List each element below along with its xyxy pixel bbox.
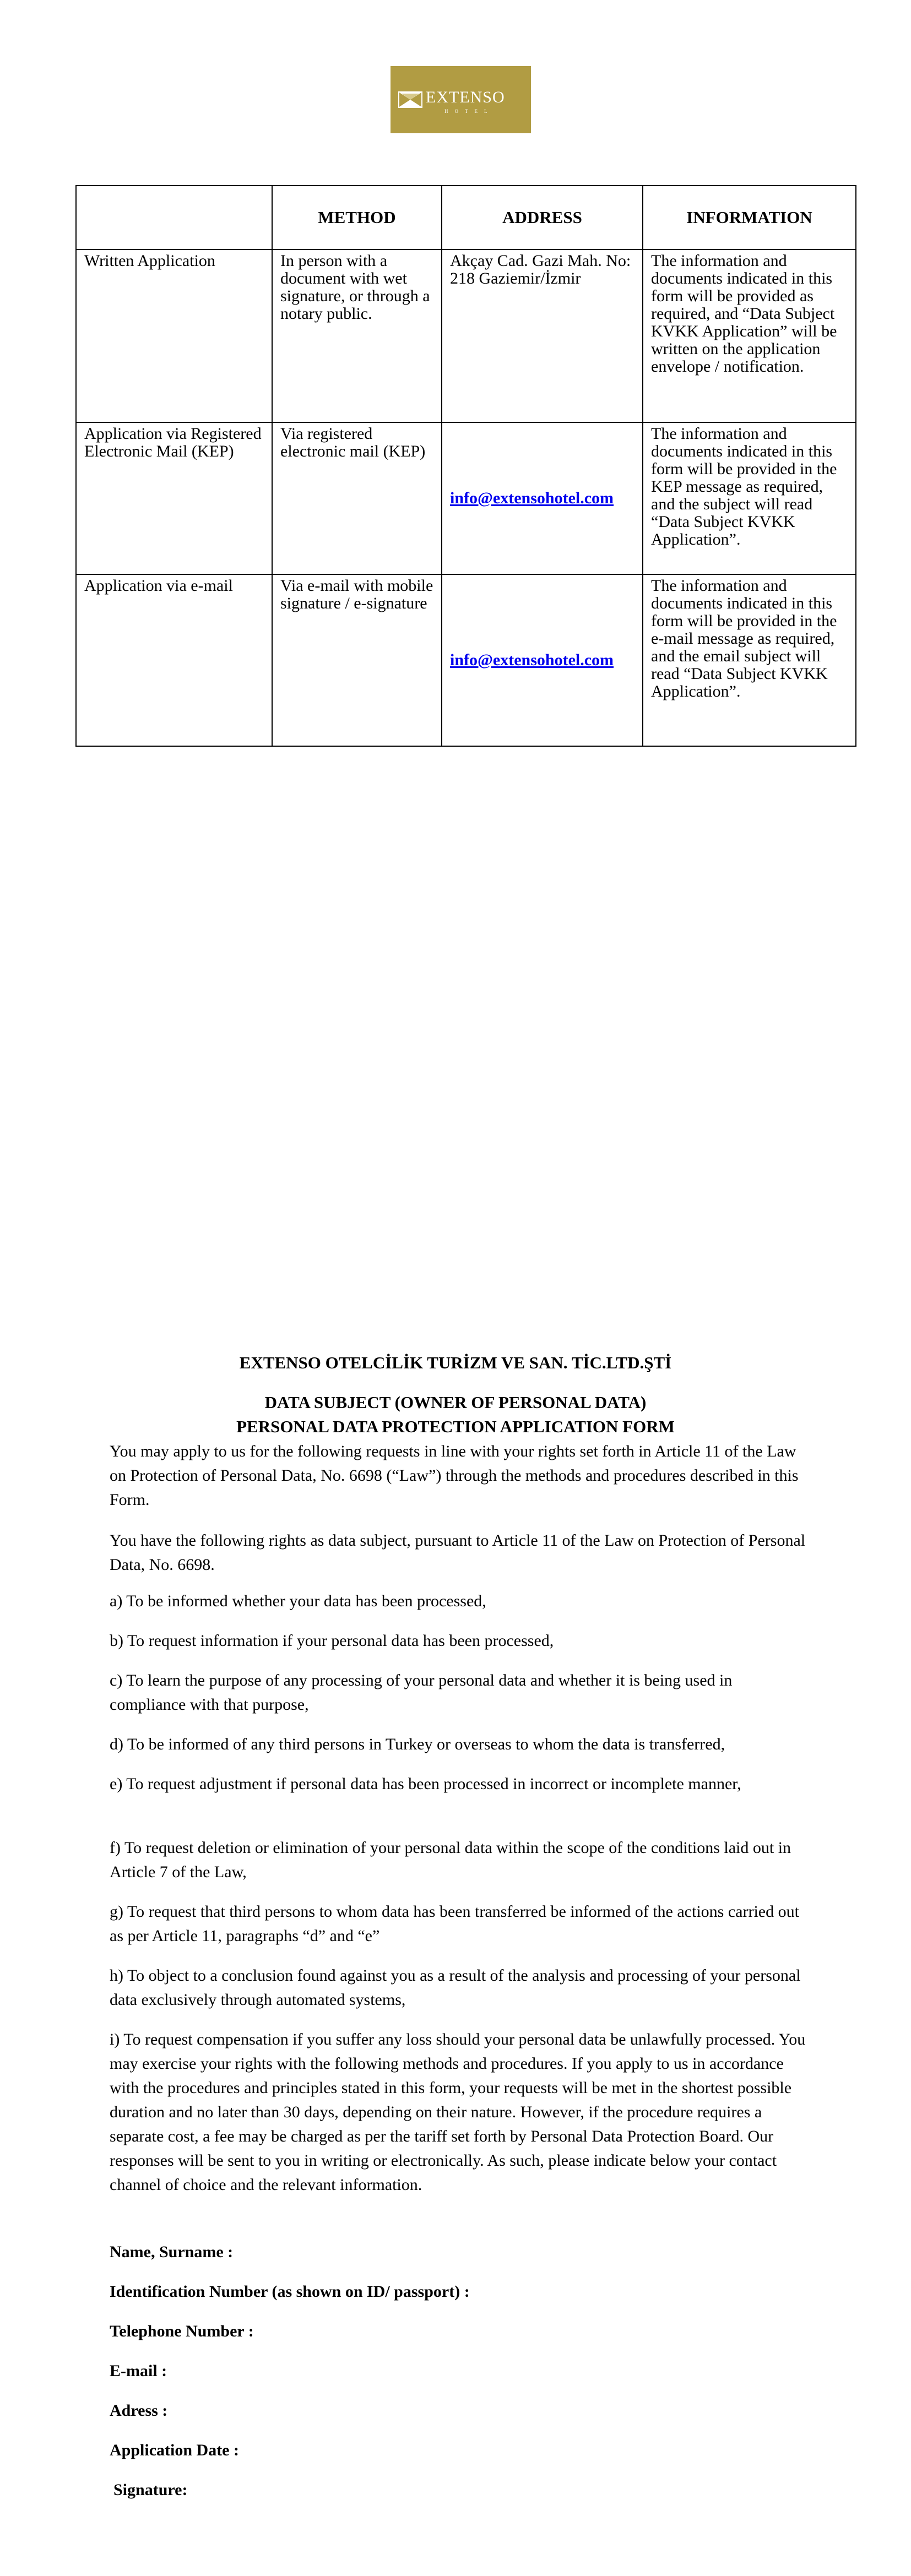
address-field: Adress : <box>110 2401 168 2420</box>
table-header-method: METHOD <box>272 186 442 249</box>
identification-number-field: Identification Number (as shown on ID/ passport) : <box>110 2282 470 2301</box>
right-item: d) To be informed of any third persons in Turkey or overseas to whom the data is transferred, <box>110 1735 725 1753</box>
table-cell-address: Akçay Cad. Gazi Mah. No: 218 Gaziemir/İzmir <box>442 249 643 422</box>
logo-brand-text: EXTENSO <box>426 88 505 106</box>
right-item: i) To request compensation if you suffer any loss should your personal data be unlawfully processed. You may exercise your rights with the following methods and procedures. If you apply to us in accordance with the procedures and principles stated in this form, your requests will be met in the shortest possible duration and no later than 30 days, depending on their nature. However, if the procedure requires a separate cost, a fee may be charged as per the tariff set forth by Personal Data Protection Board. Our responses will be sent to you in writing or electronically. As such, please indicate below your contact channel of choice and the relevant information. <box>110 2030 806 2194</box>
table-cell-type: Written Application <box>76 249 272 422</box>
application-date-field: Application Date : <box>110 2441 239 2459</box>
right-item: f) To request deletion or elimination of your personal data within the scope of the conditions laid out in Article 7 of the Law, <box>110 1839 791 1881</box>
table-cell-method: In person with a document with wet signature, or through a notary public. <box>272 249 442 422</box>
table-cell-address <box>442 574 643 746</box>
logo-mark-icon <box>398 91 422 108</box>
table-cell-type: Application via Registered Electronic Mail (KEP) <box>76 422 272 574</box>
application-methods-table <box>75 185 856 747</box>
table-header-cell <box>76 186 272 249</box>
right-item: g) To request that third persons to whom data has been transferred be informed of the actions carried out as per Article 11, paragraphs “d” and “e” <box>110 1903 799 1945</box>
telephone-number-field: Telephone Number : <box>110 2322 254 2340</box>
company-name: EXTENSO OTELCİLİK TURİZM VE SAN. TİC.LTD.ŞTİ <box>239 1353 672 1372</box>
right-item: h) To object to a conclusion found against you as a result of the analysis and processing of your personal data exclusively through automated systems, <box>110 1966 801 2009</box>
email-link[interactable]: info@extensohotel.com <box>450 651 614 669</box>
table-cell-type: Application via e-mail <box>76 574 272 746</box>
table-cell-information: The information and documents indicated in this form will be provided in the e-mail message as required, and the email subject will read “Data Subject KVKK Application”. <box>643 574 856 746</box>
right-item: e) To request adjustment if personal data has been processed in incorrect or incomplete manner, <box>110 1775 741 1793</box>
intro-paragraph: You may apply to us for the following requests in line with your rights set forth in Article 11 of the Law on Protection of Personal Data, No. 6698 (“Law”) through the methods and procedures described in this Form. <box>110 1442 799 1509</box>
table-cell-address <box>442 422 643 574</box>
email-field: E-mail : <box>110 2362 167 2380</box>
email-link[interactable]: info@extensohotel.com <box>450 489 614 507</box>
signature-field: Signature: <box>113 2481 188 2499</box>
right-item: c) To learn the purpose of any processing of your personal data and whether it is being used in compliance with that purpose, <box>110 1671 733 1714</box>
table-header-row <box>76 186 856 249</box>
table-header-address: ADDRESS <box>442 186 643 249</box>
table-cell-method: Via registered electronic mail (KEP) <box>272 422 442 574</box>
right-item: a) To be informed whether your data has been processed, <box>110 1592 486 1610</box>
name-surname-field: Name, Surname : <box>110 2243 234 2261</box>
table-header-information: INFORMATION <box>643 186 856 249</box>
form-title-line1: DATA SUBJECT (OWNER OF PERSONAL DATA) <box>264 1393 647 1412</box>
form-title-line2: PERSONAL DATA PROTECTION APPLICATION FORM <box>236 1417 675 1436</box>
table-row <box>76 574 856 746</box>
hotel-logo <box>391 66 531 133</box>
table-row <box>76 422 856 574</box>
rights-intro-paragraph: You have the following rights as data subject, pursuant to Article 11 of the Law on Protection of Personal Data, No. 6698. <box>110 1531 806 1574</box>
table-cell-information: The information and documents indicated in this form will be provided in the KEP message as required, and the subject will read “Data Subject KVKK Application”. <box>643 422 856 574</box>
table-cell-method: Via e-mail with mobile signature / e-signature <box>272 574 442 746</box>
right-item: b) To request information if your personal data has been processed, <box>110 1632 554 1650</box>
logo-sub-text: HOTEL <box>444 108 494 114</box>
table-cell-information: The information and documents indicated in this form will be provided as required, and “Data Subject KVKK Application” will be written on the application envelope / notification. <box>643 249 856 422</box>
table-row <box>76 249 856 422</box>
